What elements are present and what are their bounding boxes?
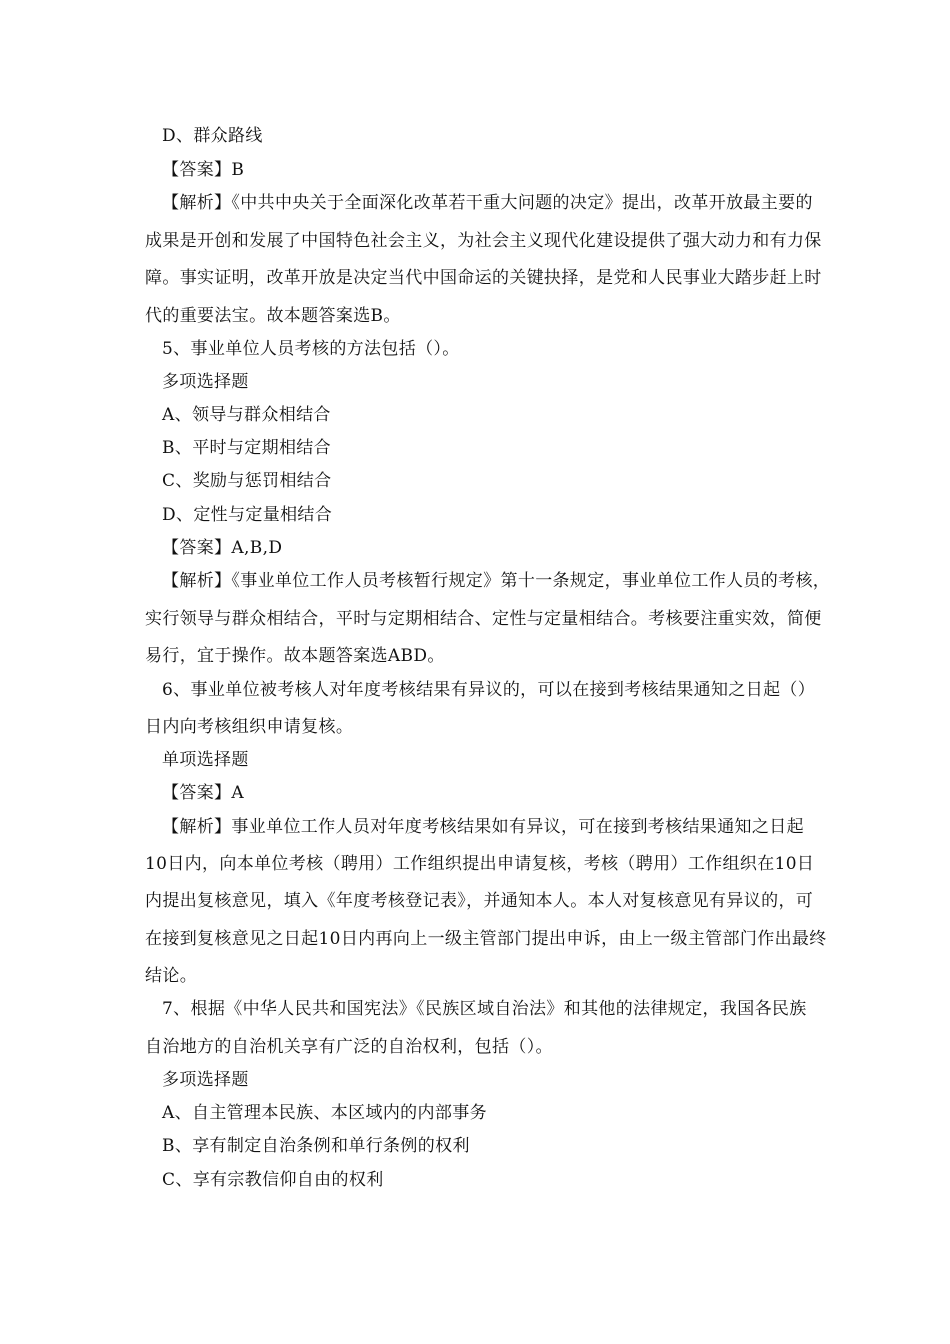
text-line: 结论。 xyxy=(145,966,198,986)
text-line: 易行，宜于操作。故本题答案选ABD。 xyxy=(145,646,445,666)
text-line: 【答案】A,B,D xyxy=(162,538,283,558)
text-line: A、自主管理本民族、本区域内的内部事务 xyxy=(162,1103,487,1123)
text-line: 成果是开创和发展了中国特色社会主义，为社会主义现代化建设提供了强大动力和有力保 xyxy=(145,231,822,251)
text-line: A、领导与群众相结合 xyxy=(162,405,331,425)
text-line: B、平时与定期相结合 xyxy=(162,438,331,458)
text-line: 多项选择题 xyxy=(162,1070,249,1090)
text-line: 7、根据《中华人民共和国宪法》《民族区域自治法》和其他的法律规定，我国各民族 xyxy=(162,999,807,1019)
text-line: 【解析】事业单位工作人员对年度考核结果如有异议，可在接到考核结果通知之日起 xyxy=(162,817,804,837)
text-line: 实行领导与群众相结合，平时与定期相结合、定性与定量相结合。考核要注重实效，简便 xyxy=(145,609,822,629)
text-line: D、群众路线 xyxy=(162,126,263,146)
text-line: 【答案】A xyxy=(162,783,245,803)
text-line: D、定性与定量相结合 xyxy=(162,505,333,525)
text-line: 5、事业单位人员考核的方法包括（）。 xyxy=(162,339,460,359)
text-line: 内提出复核意见，填入《年度考核登记表》，并通知本人。本人对复核意见有异议的，可 xyxy=(145,891,814,911)
text-line: 10日内，向本单位考核（聘用）工作组织提出申请复核，考核（聘用）工作组织在10日 xyxy=(145,854,815,874)
text-line: 【答案】B xyxy=(162,160,245,180)
text-line: 【解析】《事业单位工作人员考核暂行规定》第十一条规定，事业单位工作人员的考核， xyxy=(162,571,831,591)
text-line: 障。事实证明，改革开放是决定当代中国命运的关键抉择，是党和人民事业大踏步赶上时 xyxy=(145,268,822,288)
text-line: 日内向考核组织申请复核。 xyxy=(145,717,354,737)
text-line: 在接到复核意见之日起10日内再向上一级主管部门提出申诉，由上一级主管部门作出最终 xyxy=(145,929,827,949)
text-line: 单项选择题 xyxy=(162,750,249,770)
text-line: C、奖励与惩罚相结合 xyxy=(162,471,332,491)
text-line: 代的重要法宝。故本题答案选B。 xyxy=(145,306,401,326)
text-line: C、享有宗教信仰自由的权利 xyxy=(162,1170,384,1190)
text-line: 【解析】《中共中央关于全面深化改革若干重大问题的决定》提出，改革开放最主要的 xyxy=(162,193,813,213)
text-line: 自治地方的自治机关享有广泛的自治权利，包括（）。 xyxy=(145,1037,553,1057)
text-line: 多项选择题 xyxy=(162,372,249,392)
text-line: 6、事业单位被考核人对年度考核结果有异议的，可以在接到考核结果通知之日起（） xyxy=(162,680,816,700)
text-line: B、享有制定自治条例和单行条例的权利 xyxy=(162,1136,470,1156)
